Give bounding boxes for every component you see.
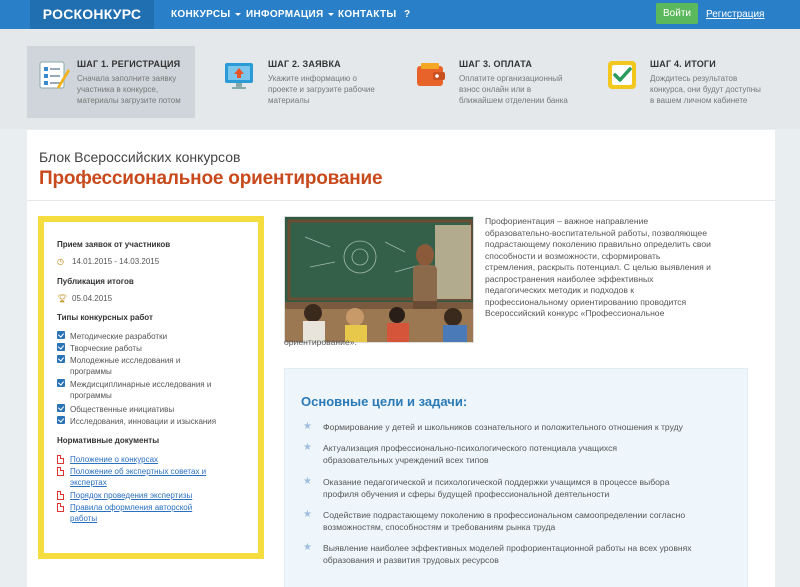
type-item: Молодежные исследования и программы (57, 355, 247, 377)
star-icon: ★ (303, 476, 312, 487)
goals-title: Основные цели и задачи: (301, 394, 468, 409)
pdf-icon (57, 455, 64, 464)
goal-item: ★ Выявление наиболее эффективных моделей профориентационной работы на всех уровнях образования и развития трудовых ресурсов (303, 542, 692, 565)
goals-panel (284, 368, 748, 587)
doc-link[interactable]: Порядок проведения экспертизы (57, 490, 252, 501)
block-subtitle: Блок Всероссийских конкурсов (39, 149, 241, 165)
applications-heading: Прием заявок от участников (57, 240, 171, 249)
step-2-title: ШАГ 2. ЗАЯВКА (268, 59, 341, 69)
classroom-photo (284, 216, 474, 343)
intro-text-tail: ориентирование». (284, 337, 357, 347)
checkbox-checked-icon (57, 343, 65, 351)
steps-bar (0, 29, 800, 129)
step-3-desc: Оплатите организационный взнос онлайн или в ближайшем отделении банка (459, 74, 568, 105)
star-icon: ★ (303, 421, 312, 432)
checkbox-checked-icon (57, 404, 65, 412)
step-payment[interactable] (409, 46, 584, 118)
checkbox-checked-icon (57, 379, 65, 387)
step-application[interactable] (218, 46, 386, 118)
step-registration[interactable] (27, 46, 195, 118)
nav-information[interactable] (246, 0, 334, 29)
chevron-down-icon (235, 13, 241, 16)
step-4-title: ШАГ 4. ИТОГИ (650, 59, 716, 69)
nav-contests[interactable] (171, 0, 241, 29)
step-2-desc: Укажите информацию о проекте и загрузите рабочие материалы (268, 74, 375, 105)
nav-information-label: ИНФОРМАЦИЯ (246, 9, 324, 20)
pdf-icon (57, 467, 64, 476)
checkbox-checked-icon (57, 355, 65, 363)
type-item: Творческие работы (57, 343, 247, 354)
results-date: 🏆︎ 05.04.2015 (57, 294, 113, 303)
step-1-desc: Сначала заполните заявку участника в конкурсе, материалы загрузите потом (77, 74, 181, 105)
type-item: Методические разработки (57, 331, 247, 342)
type-item: Общественные инициативы (57, 404, 247, 415)
checkbox-checked-icon (57, 416, 65, 424)
nav-contacts[interactable]: КОНТАКТЫ (338, 9, 397, 20)
trophy-icon: 🏆︎ (57, 294, 68, 303)
applications-dates: ◷ 14.01.2015 - 14.03.2015 (57, 257, 160, 266)
register-link[interactable]: Регистрация (706, 9, 765, 20)
doc-link[interactable]: Правила оформления авторской работы (57, 502, 252, 524)
type-item: Исследования, инновации и изыскания (57, 416, 247, 427)
results-heading: Публикация итогов (57, 277, 134, 286)
chevron-down-icon (328, 13, 334, 16)
wallet-icon (413, 57, 449, 93)
step-results[interactable] (600, 46, 775, 118)
top-navbar (0, 0, 800, 29)
nav-contests-label: КОНКУРСЫ (171, 9, 231, 20)
checkbox-checked-icon (57, 331, 65, 339)
step-3-title: ШАГ 3. ОПЛАТА (459, 59, 533, 69)
nav-help[interactable]: ? (404, 9, 411, 20)
goal-item: ★ Содействие подрастающему поколению в профессиональном самоопределении согласно возможностям, способностям и требованиям рынка труда (303, 509, 686, 532)
star-icon: ★ (303, 542, 312, 553)
docs-heading: Нормативные документы (57, 436, 160, 445)
goal-item: ★ Оказание педагогической и психологической поддержки учащимся в процессе выбора профиля обучения и сферы будущей профессиональной деятельности (303, 476, 670, 499)
login-button[interactable]: Войти (656, 3, 698, 24)
pdf-icon (57, 503, 64, 512)
upload-monitor-icon (222, 57, 258, 93)
star-icon: ★ (303, 509, 312, 520)
page-title: Профессиональное ориентирование (39, 168, 383, 189)
goal-item: ★ Актуализация профессионально-психологического потенциала учащихся образовательных учреждений всех типов (303, 442, 618, 465)
contest-card (27, 130, 775, 587)
type-item: Междисциплинарные исследования и программы (57, 379, 247, 401)
doc-link[interactable]: Положение о конкурсах (57, 454, 252, 465)
checkmark-icon (604, 57, 640, 93)
intro-text: Профориентация – важное направление образовательно-воспитательной работы, позволяющее подрастающему поколению правильно определить свои способности и возможности, сформировать стремления, раскрыть потенциал. С целью выявления и распространения наиболее эффективных педагогических методик и подходов к профессиональному ориентированию проводится Всероссийский конкурс «Профессиональное (485, 216, 711, 318)
registration-form-icon (35, 57, 71, 93)
divider (27, 200, 775, 201)
step-4-desc: Дождитесь результатов конкурса, они будут доступны в вашем личном кабинете (650, 74, 761, 105)
site-logo[interactable]: РОСКОНКУРС (30, 0, 154, 29)
pdf-icon (57, 491, 64, 500)
contest-info-sidebar (38, 216, 264, 559)
goal-item: ★ Формирование у детей и школьников сознательного и положительного отношения к труду (303, 421, 683, 432)
doc-link[interactable]: Положение об экспертных советах и экспертах (57, 466, 252, 488)
clock-icon: ◷ (57, 257, 64, 266)
types-heading: Типы конкурсных работ (57, 313, 153, 322)
step-1-title: ШАГ 1. РЕГИСТРАЦИЯ (77, 59, 181, 69)
star-icon: ★ (303, 442, 312, 453)
